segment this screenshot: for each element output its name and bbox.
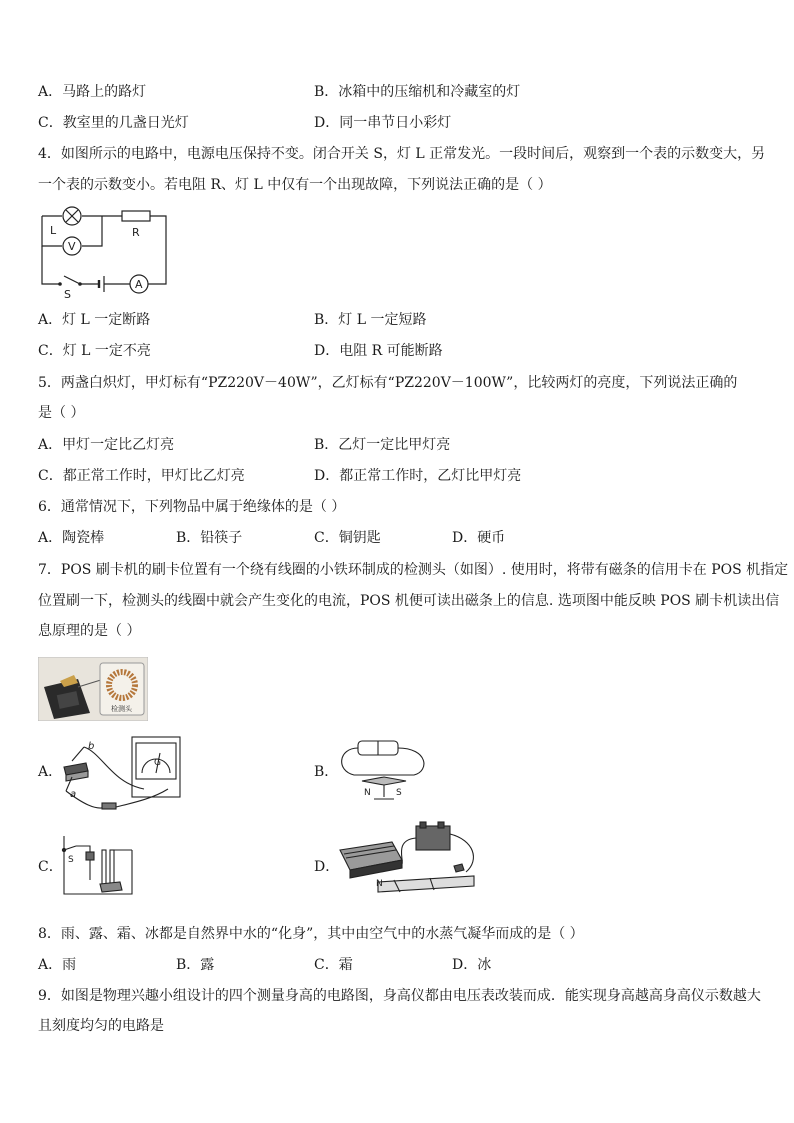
q7-stem-line1: 7．POS 刷卡机的刷卡位置有一个绕有线圈的小铁环制成的检测头（如图）. 使用时，将带有磁条的信用卡在 POS 机指定 [38,562,789,578]
q5-option-b: B．乙灯一定比甲灯亮 [314,437,451,453]
q8-option-a: A．雨 [38,957,77,973]
q5-option-c: C．都正常工作时，甲灯比乙灯亮 [38,468,245,484]
q8-option-c: C．霜 [314,957,353,973]
q3-option-d: D．同一串节日小彩灯 [314,115,452,131]
q8-option-d: D．冰 [452,957,492,973]
q8-option-b: B．露 [176,957,215,973]
q7-figb-label-n: N [364,788,371,798]
q5-option-a: A．甲灯一定比乙灯亮 [38,437,175,453]
q6-option-a: A．陶瓷棒 [38,530,105,546]
q7-pos-machine-photo [38,657,148,721]
q7-figa-label-a: a [70,789,77,800]
q7-figure-d-motor [334,820,488,912]
q7-figc-label-s: S [68,855,74,865]
q7-figa-label-b: b [88,741,95,752]
q7-figure-c-electromagnet [60,830,136,900]
q5-stem-line2: 是（ ） [38,405,85,421]
q4-label-l: L [50,224,57,237]
q6-option-b: B．铅筷子 [176,530,243,546]
q3-option-a: A．马路上的路灯 [38,84,147,100]
q7-figure-b-oersted [334,735,434,807]
q7-stem-line3: 息原理的是（ ） [38,623,141,639]
q7-photo-label: 检测头 [111,705,132,713]
q3-option-b: B．冰箱中的压缩机和冷藏室的灯 [314,84,521,100]
q7-figd-label-n: N [376,879,383,889]
q4-stem-line2: 一个表的示数变小。若电阻 R、灯 L 中仅有一个出现故障，下列说法正确的是（ ） [38,177,552,193]
q7-option-a: A． [38,764,63,780]
q9-stem-line1: 9．如图是物理兴趣小组设计的四个测量身高的电路图，身高仪都由电压表改装而成．能实现身高越高身高仪示数越大 [38,988,761,1004]
q9-stem-line2: 且刻度均匀的电路是 [38,1018,164,1034]
q4-circuit-diagram [36,204,172,300]
q5-stem-line1: 5．两盏白炽灯，甲灯标有“PZ220V－40W”，乙灯标有“PZ220V－100W”，比较两灯的亮度，下列说法正确的 [38,375,738,391]
q4-option-d: D．电阻 R 可能断路 [314,343,443,359]
q7-figure-a-generator [62,733,184,821]
q4-stem-line1: 4．如图所示的电路中，电源电压保持不变。闭合开关 S，灯 L 正常发光。一段时间后，观察到一个表的示数变大，另 [38,146,766,162]
q4-label-s: S [64,288,71,300]
q6-option-c: C．铜钥匙 [314,530,381,546]
q7-option-c: C． [38,859,63,875]
q5-option-d: D．都正常工作时，乙灯比甲灯亮 [314,468,522,484]
q4-label-a: A [135,278,143,291]
q4-option-c: C．灯 L 一定不亮 [38,343,151,359]
q7-option-b: B． [314,764,339,780]
q8-stem: 8．雨、露、霜、冰都是自然界中水的“化身”，其中由空气中的水蒸气凝华而成的是（ ） [38,926,584,942]
q4-option-b: B．灯 L 一定短路 [314,312,427,328]
q4-option-a: A．灯 L 一定断路 [38,312,151,328]
q6-stem: 6．通常情况下，下列物品中属于绝缘体的是（ ） [38,499,346,515]
q6-option-d: D．硬币 [452,530,506,546]
q7-option-d: D． [314,859,340,875]
q3-option-c: C．教室里的几盏日光灯 [38,115,189,131]
q7-figb-label-s: S [396,788,402,798]
q7-figa-label-g: G [154,758,161,768]
q4-label-v: V [68,240,76,253]
q7-stem-line2: 位置刷一下，检测头的线圈中就会产生变化的电流，POS 机便可读出磁条上的信息. 选项图中能反映 POS 刷卡机读出信 [38,593,780,609]
q4-label-r: R [132,226,140,239]
